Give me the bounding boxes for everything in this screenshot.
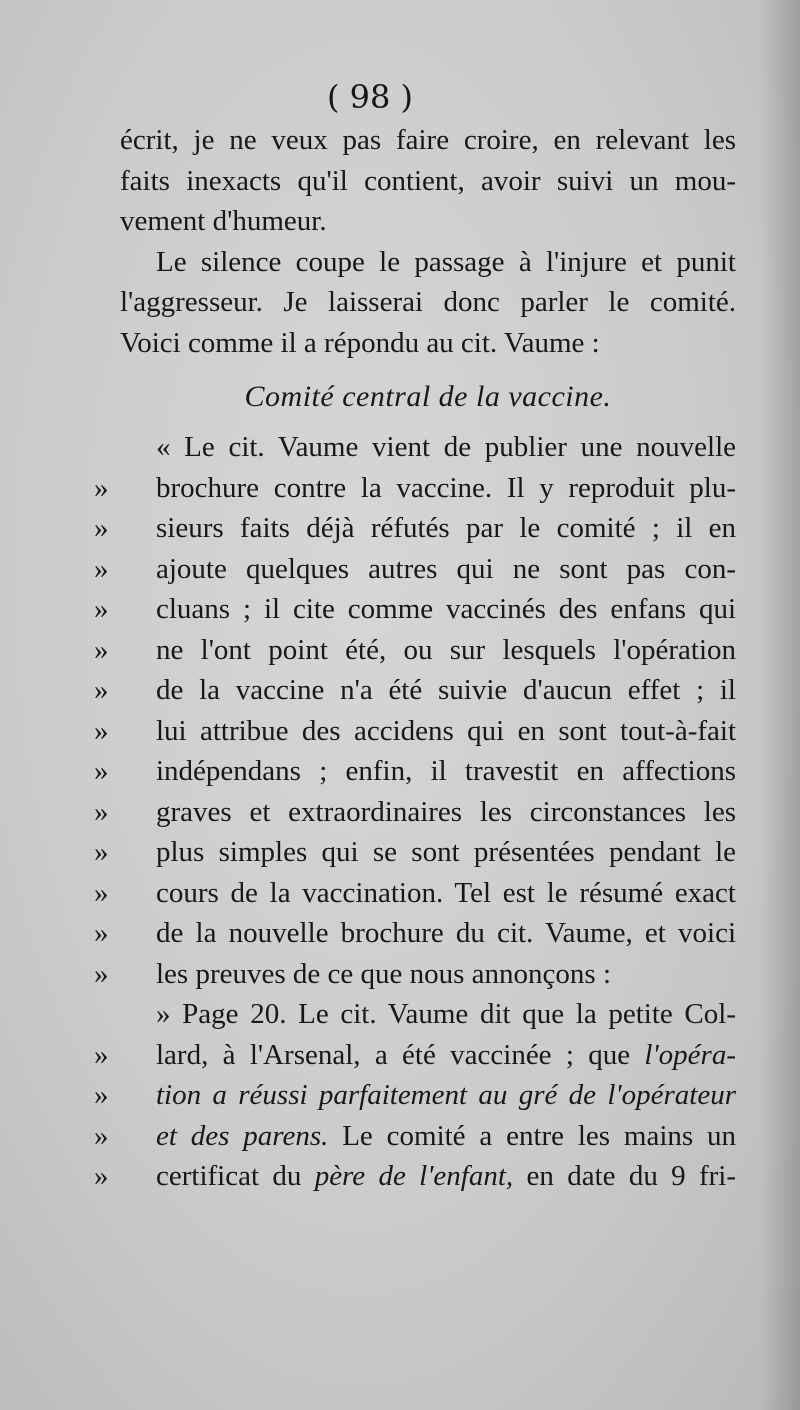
quoted-line-text: de la nouvelle brochure du cit. Vaume, et voici <box>156 917 736 949</box>
quoted-line <box>94 873 736 914</box>
quoted-line-text: cluans ; il cite comme vaccinés des enfans qui <box>156 593 736 625</box>
quoted-line <box>94 832 736 873</box>
quoted-line <box>94 1116 737 1157</box>
body-text <box>94 120 737 1197</box>
quote-mark: » <box>94 471 109 504</box>
quote-mark: » <box>94 795 109 828</box>
quoted-line <box>94 1156 737 1197</box>
quoted-line-text: ajoute quelques autres qui ne sont pas con- <box>156 552 736 585</box>
italic-phrase: père de l'enfant, <box>314 1160 514 1192</box>
quote-mark: » <box>94 552 109 585</box>
quoted-line <box>94 751 736 792</box>
quoted-line <box>94 1035 736 1076</box>
text-line: » Page 20. Le cit. Vaume dit que la petite Col- <box>156 998 736 1030</box>
quoted-line <box>94 913 736 954</box>
quote-mark: » <box>94 1119 109 1152</box>
quoted-line-text: cours de la vaccination. Tel est le résumé exact <box>156 876 736 909</box>
quote-mark: » <box>94 1160 109 1192</box>
quoted-line-text: lard, à l'Arsenal, a été vaccinée ; que <box>156 1038 631 1071</box>
text-line: faits inexacts qu'il contient, avoir suivi un mou- <box>120 164 736 197</box>
quote-mark: » <box>94 633 109 666</box>
quoted-line-text: Le comité a entre les mains un <box>342 1119 737 1152</box>
italic-phrase: et des parens. <box>156 1119 329 1152</box>
quoted-line <box>94 954 736 995</box>
quoted-line <box>94 468 736 509</box>
quoted-line-text: graves et extraordinaires les circonstances les <box>156 795 736 828</box>
quoted-line <box>94 630 736 671</box>
quoted-line-text: sieurs faits déjà réfutés par le comité ; il en <box>156 512 736 544</box>
page-edge-shadow <box>760 0 800 1410</box>
text-line: écrit, je ne veux pas faire croire, en relevant les <box>120 124 736 156</box>
quoted-line <box>94 508 736 549</box>
quote-mark: » <box>94 876 109 909</box>
quote-mark: » <box>94 836 109 868</box>
text-line: Voici comme il a répondu au cit. Vaume : <box>120 326 600 359</box>
text-line: l'aggresseur. Je laisserai donc parler le comité. <box>120 286 736 318</box>
quote-mark: » <box>94 593 109 625</box>
quote-mark: » <box>94 957 109 990</box>
quoted-line <box>94 792 736 833</box>
quote-mark: » <box>94 1079 109 1111</box>
text-line: Le silence coupe le passage à l'injure et punit <box>156 245 736 278</box>
quote-mark: » <box>94 674 109 706</box>
quoted-line <box>94 549 736 590</box>
quoted-line-text: brochure contre la vaccine. Il y reproduit plu- <box>156 471 736 504</box>
quoted-line <box>94 1075 736 1116</box>
text-line: « Le cit. Vaume vient de publier une nouvelle <box>156 431 736 463</box>
quote-mark: » <box>94 917 109 949</box>
quoted-line-text: plus simples qui se sont présentées pendant le <box>156 836 736 868</box>
quote-mark: » <box>94 512 109 544</box>
quoted-line-text: les preuves de ce que nous annonçons : <box>156 957 612 990</box>
italic-phrase: l'opéra- <box>644 1038 736 1071</box>
quoted-line <box>94 670 736 711</box>
quote-mark: » <box>94 755 109 787</box>
quote-mark: » <box>94 1038 109 1071</box>
quoted-line-text: indépendans ; enfin, il travestit en affections <box>156 755 736 787</box>
quoted-line <box>94 589 736 630</box>
text-line: vement d'humeur. <box>120 205 327 237</box>
quoted-line-text: en date du 9 fri- <box>526 1160 737 1192</box>
quoted-line <box>94 711 736 752</box>
section-heading: Comité central de la vaccine. <box>244 380 612 413</box>
quoted-line-text: ne l'ont point été, ou sur lesquels l'opération <box>156 633 736 666</box>
quoted-line-text: certificat du <box>156 1160 302 1192</box>
quote-mark: » <box>94 714 109 747</box>
italic-phrase: tion a réussi parfaitement au gré de l'opérateur <box>156 1079 736 1111</box>
quoted-line-text: de la vaccine n'a été suivie d'aucun effet ; il <box>156 674 736 706</box>
quoted-line-text: lui attribue des accidens qui en sont tout-à-fait <box>156 714 736 747</box>
page-number: ( 98 ) <box>326 78 414 116</box>
